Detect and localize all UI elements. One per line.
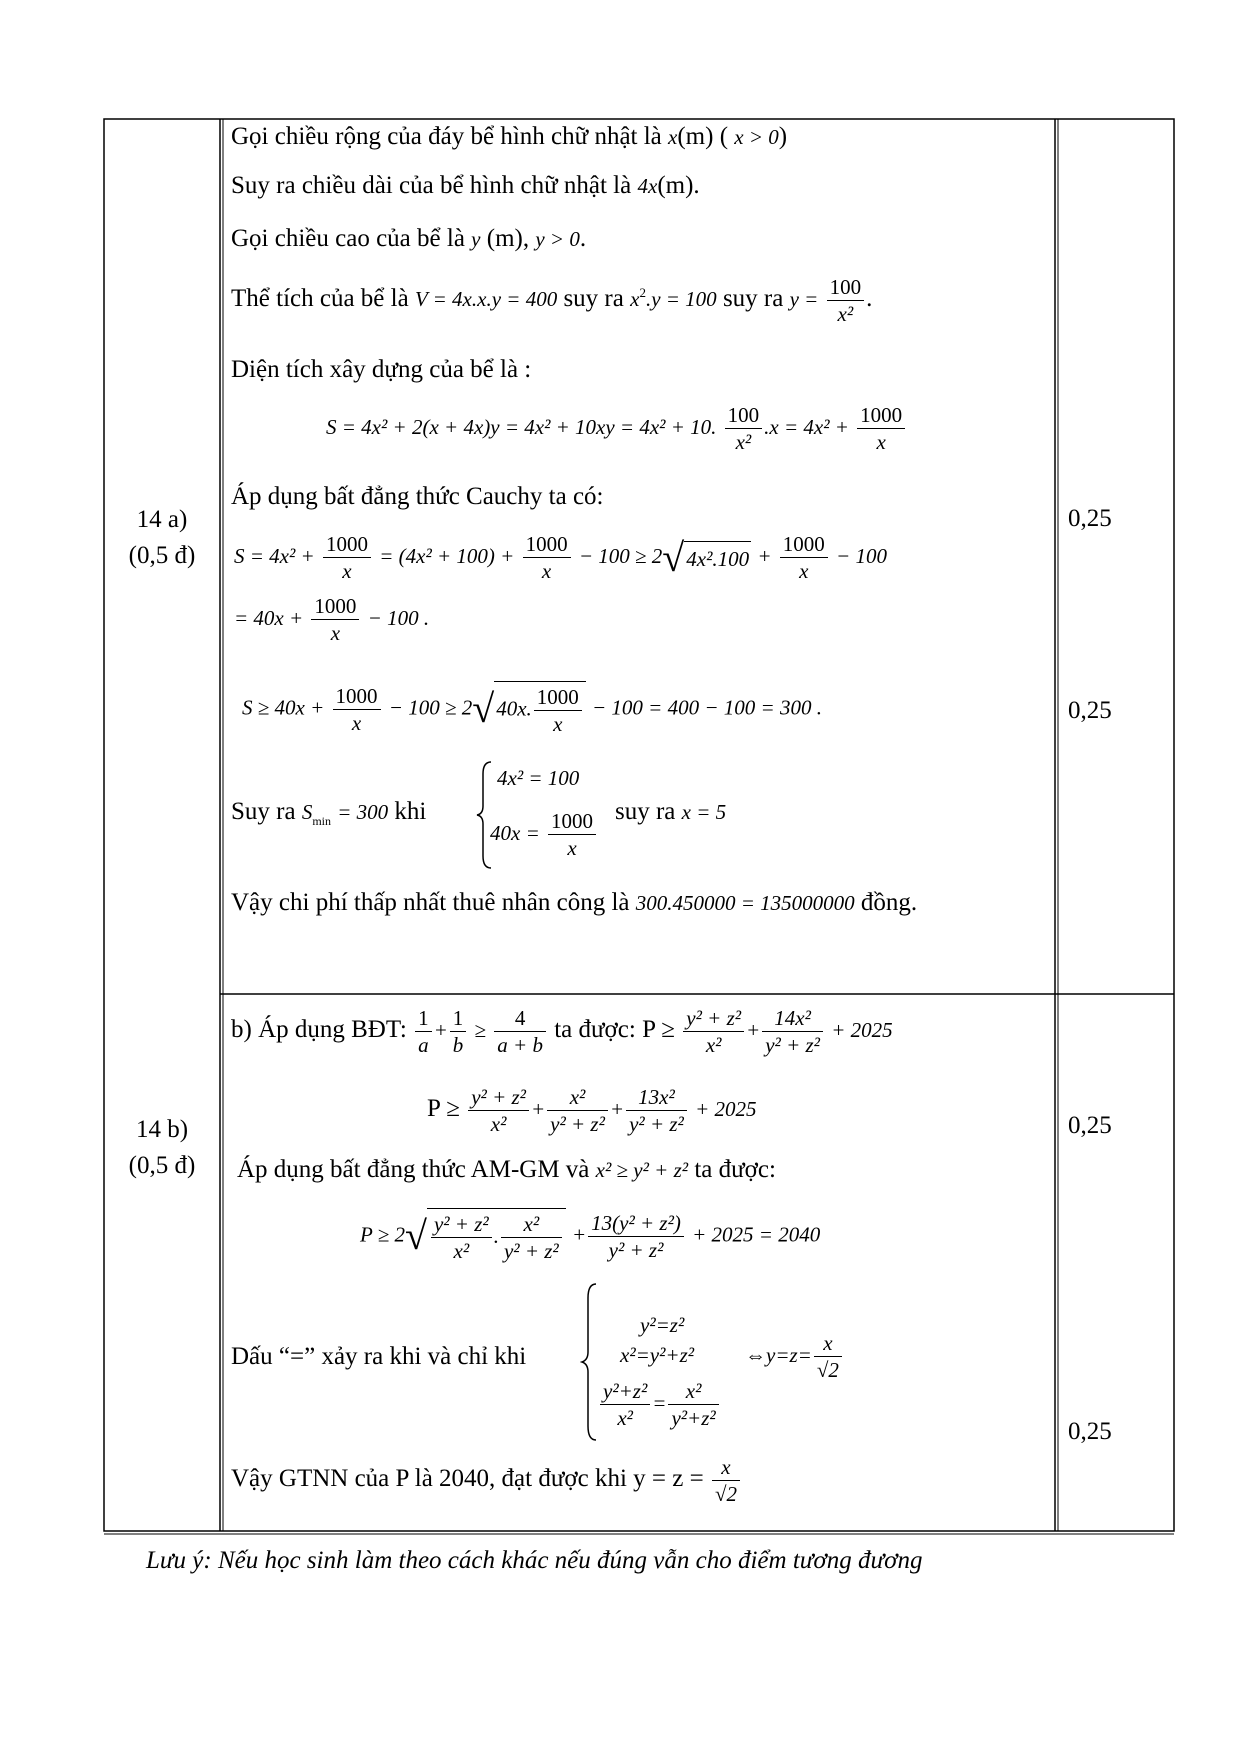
part-b-system-row-3: $\frac{\text{y²+z²}}{\text{x²}}$ = $\frac{\text{x²}}{\text{y²+z²}}$: [598, 1378, 721, 1431]
part-b-system-row-1: y²=z²: [640, 1313, 685, 1337]
part-b-line-5: Dấu “=” xảy ra khi và chỉ khi: [231, 1343, 527, 1370]
footnote: Lưu ý: Nếu học sinh làm theo cách khác nếu đúng vẫn cho điểm tương đương: [146, 1547, 923, 1574]
square-root: √ $\frac{\text{y² + z²}}{\text{x²}}$ . $\frac{\text{x²}}{\text{y² + z²}}$: [405, 1208, 566, 1264]
part-b-score-1: 0,25: [1068, 1112, 1112, 1139]
part-b-number: 14 b): [135, 1116, 189, 1143]
part-a-line-4: Thể tích của bể là V = 4x.x.y = 400 suy ra $x^2.y = 100$ suy ra y = $\frac{100}{\text{x²}}$ .: [231, 275, 873, 326]
part-b-line-3: Áp dụng bất đẳng thức AM-GM và x² ≥ y² + z² ta được:: [237, 1156, 776, 1183]
system-brace: [580, 1282, 600, 1442]
part-a-label: [104, 502, 220, 574]
part-a-line-11: Suy ra $S_{min} = 300$ khi: [231, 798, 427, 828]
part-b-line-5-result: ⇔y=z= $\frac{x}{√2}$: [745, 1330, 844, 1383]
part-a-line-5: Diện tích xây dựng của bể là :: [231, 356, 532, 383]
part-a-line-6: S = 4x² + 2(x + 4x)y = 4x² + 10xy = 4x² + 10. $\frac{100}{\text{x²}}$ .x = 4x² + $\frac{1000}{x}$: [326, 402, 907, 455]
part-b-score-2: 0,25: [1068, 1418, 1112, 1445]
part-b-label: [104, 1112, 220, 1184]
part-a-line-1: Gọi chiều rộng của đáy bể hình chữ nhật là x(m) ( x > 0): [231, 123, 788, 150]
part-a-points: (0,5 đ): [128, 542, 196, 569]
part-a-line-10: S ≥ 40x + $\frac{1000}{x}$ − 100 ≥ 2√40x. $\frac{1000}{x}$ − 100 = 400 − 100 = 300 .: [242, 681, 822, 737]
part-a-line-3: Gọi chiều cao của bể là y (m), y > 0.: [231, 225, 587, 252]
part-a-line-9: = 40x + $\frac{1000}{x}$ − 100 .: [234, 594, 430, 645]
part-a-score-2: 0,25: [1068, 697, 1112, 724]
square-root: √4x².100: [662, 534, 750, 580]
part-b-points: (0,5 đ): [128, 1152, 196, 1179]
part-a-line-11-result: suy ra x = 5: [615, 798, 727, 825]
part-a-system-row-1: 4x² = 100: [497, 766, 580, 790]
fraction: $\frac{100}{\text{x²}}$: [827, 274, 865, 327]
part-b-line-2: P ≥ $\frac{\text{y² + z²}}{\text{x²}}$ + $\frac{\text{x²}}{\text{y² + z²}}$ + $\frac{\text{13x²}}{\text{y² + z²}}$ + 2025: [427, 1085, 757, 1136]
part-a-line-8: S = 4x² + $\frac{1000}{x}$ = (4x² + 100) + $\frac{1000}{x}$ − 100 ≥ 2√4x².100 + $\frac{1000}{x}$ − 100: [234, 532, 887, 583]
part-b-line-4: P ≥ 2√ $\frac{\text{y² + z²}}{\text{x²}}$ . $\frac{\text{x²}}{\text{y² + z²}}$ + $\frac{\text{13(y² + z²)}}{\text{y² + z²}}$ + 2025 = 2040: [360, 1208, 820, 1264]
part-a-line-2: Suy ra chiều dài của bể hình chữ nhật là 4x(m).: [231, 172, 700, 199]
part-a-score-1: 0,25: [1068, 505, 1112, 532]
part-b-system-row-2: x²=y²+z²: [620, 1343, 695, 1367]
part-b-line-6: Vậy GTNN của P là 2040, đạt được khi y = z = $\frac{x}{√2}$: [231, 1454, 742, 1507]
part-a-line-7: Áp dụng bất đẳng thức Cauchy ta có:: [231, 483, 604, 510]
part-a-number: 14 a): [136, 506, 188, 533]
square-root: √40x. $\frac{1000}{x}$: [472, 681, 586, 737]
part-a-line-12: Vậy chi phí thấp nhất thuê nhân công là 300.450000 = 135000000 đồng.: [231, 889, 918, 916]
part-b-line-1: b) Áp dụng BĐT: $\frac{1}{a}$ + $\frac{1}{b}$ ≥ $\frac{4}{a + b}$ ta được: P ≥ $\frac{\text{y² + z²}}{\text{x²}}$ + $\frac{\text{14x²}}{\text{y² + z²}}$ + 2025: [231, 1006, 893, 1057]
part-a-system-row-2: 40x = $\frac{1000}{x}$: [490, 808, 598, 861]
